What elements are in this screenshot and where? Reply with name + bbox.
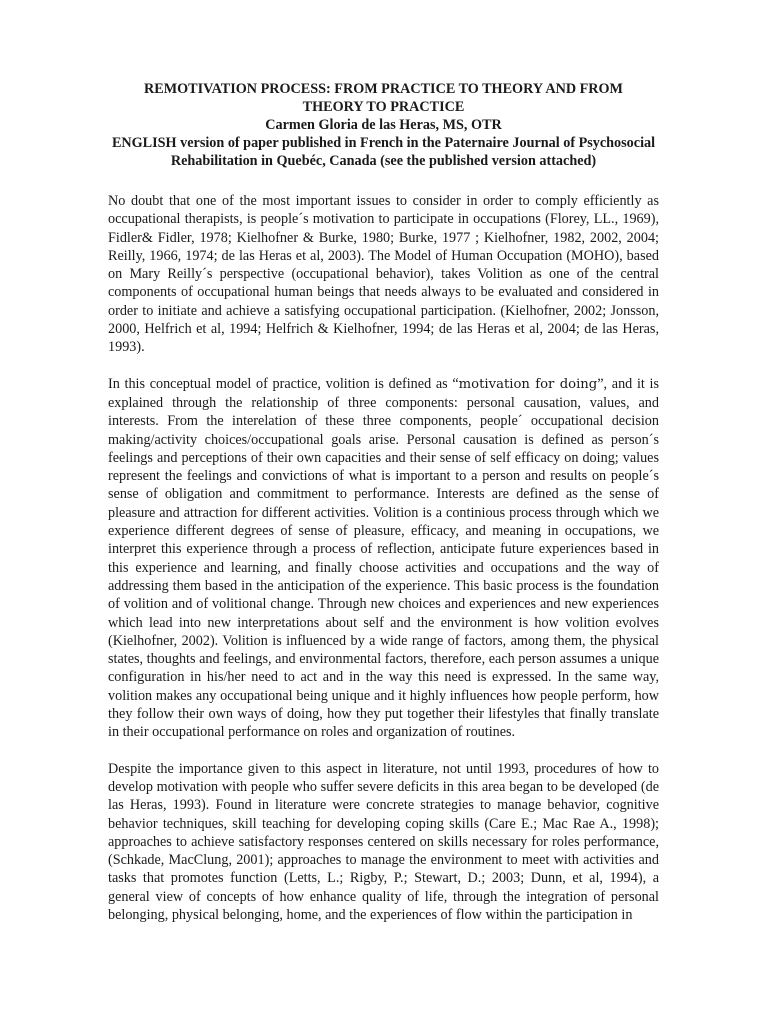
paper-title-line-2: THEORY TO PRACTICE <box>302 99 465 115</box>
paragraph-2-body: ”, and it is explained through the relationship of three components: personal causation, values, and interests. From the interelation of these three components, people´ occupational decision making/activity choices/occupational goals arise. Personal causation is defined as person´s feelings and perceptions of their own capacities and their sense of self efficacy on doing; values represent the feelings and convictions of what is important to a person and results on people´s sense of obligation and commitment to performance. Interests are defined as the sense of pleasure and attraction for different activities. Volition is a continious process through which we experience different degrees of sense of pleasure, efficacy, and meaning in occupations, we interpret this experience through a process of reflection, anticipate future experiences based in this experience and learning, and finally choose activities and occupations and the way of addressing them based in the anticipation of the experience. This basic process is the foundation of volition and of volitional change. Through new choices and experiences and new experiences which lead into new interpretations about self and the environment is how volition evolves (Kielhofner, 2002). Volition is influenced by a wide range of factors, among them, the physical states, thoughts and feelings, and environmental factors, therefore, each person assumes a unique configuration in his/her need to act and in the way this need is expressed. In the same way, volition makes any occupational being unique and it highly influences how people perform, how they follow their own ways of doing, how they put together their lifestyles that finally translate in their occupational performance on roles and organization of routines. <box>108 375 659 741</box>
document-page <box>108 80 659 942</box>
paragraph-2-intro: In this conceptual model of practice, volition is defined as “ <box>108 375 459 392</box>
paragraph-2 <box>108 375 659 742</box>
publication-note: ENGLISH version of paper published in French in the Paternaire Journal of Psychosocial Rehabilitation in Quebéc, Canada (see the published version attached) <box>111 135 656 169</box>
title-block <box>108 80 659 170</box>
paragraph-1: No doubt that one of the most important issues to consider in order to comply efficiently as occupational therapists, is people´s motivation to participate in occupations (Florey, LL., 1969), Fidler& Fidler, 1978; Kielhofner & Burke, 1980; Burke, 1977 ; Kielhofner, 1982, 2002, 2004; Reilly, 1966, 1974; de las Heras et al, 2003). The Model of Human Occupation (MOHO), based on Mary Reilly´s perspective (occupational behavior), takes Volition as one of the central components of occupational human beings that needs always to be evaluated and considered in order to initiate and achieve a satisfying occupational participation. (Kielhofner, 2002; Jonsson, 2000, Helfrich et al, 1994; Helfrich & Kielhofner, 1994; de las Heras et al, 2004; de las Heras, 1993). <box>108 193 659 356</box>
paragraph-3: Despite the importance given to this aspect in literature, not until 1993, procedures of how to develop motivation with people who suffer severe deficits in this area began to be developed (de las Heras, 1993). Found in literature were concrete strategies to manage behavior, cognitive behavior techniques, skill teaching for developing coping skills (Care E.; Mac Rae A., 1998); approaches to achieve satisfactory responses centered on skills necessary for roles performance, (Schkade, MacClung, 2001); approaches to manage the environment to meet with activities and tasks that promotes function (Letts, L.; Rigby, P.; Stewart, D.; 2003; Dunn, et al, 1994), a general view of concepts of how enhance quality of life, through the integration of personal belonging, physical belonging, home, and the experiences of flow within the participation in <box>108 760 659 923</box>
paper-title-line-1: REMOTIVATION PROCESS: FROM PRACTICE TO THEORY AND FROM <box>144 81 623 97</box>
author-line: Carmen Gloria de las Heras, MS, OTR <box>265 117 502 133</box>
motivation-quote: motivation for doing <box>458 376 598 392</box>
